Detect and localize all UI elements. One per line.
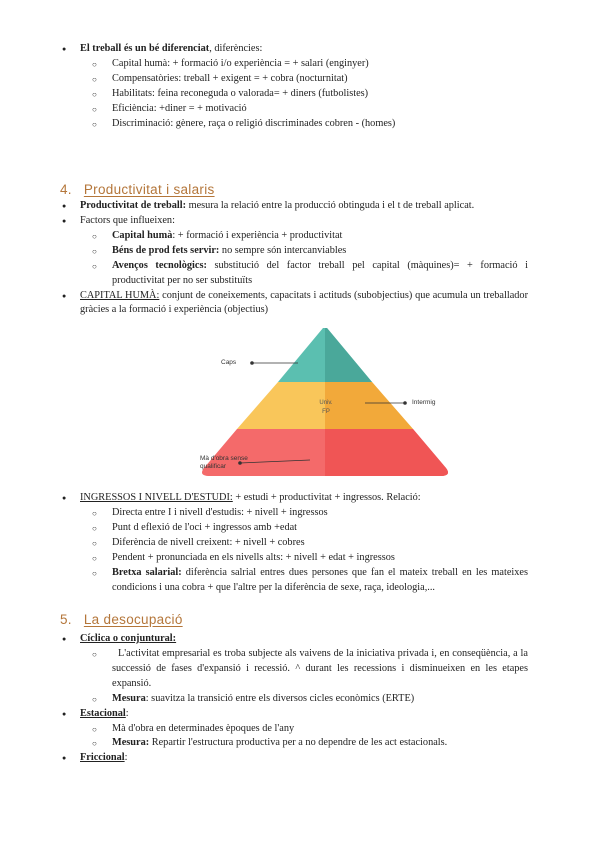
- list-item: ○ Punt d eflexió de l'oci + ingressos amb +edat: [60, 521, 528, 536]
- list-item: ● Factors que influeixen:: [60, 214, 528, 229]
- list-item: ○ Capital humà: + formació i experiència + productivitat: [60, 229, 528, 244]
- list-item: ○ L'activitat empresarial es troba subjecte als vaivens de la iniciativa privada i, en conseqüència, a la successió de fases d'expansió i recessió. ^ durant les recessions i disminueixen en les etapes expansió.: [60, 647, 528, 692]
- list-item: ○ Bretxa salarial: diferència salrial entres dues persones que fan el mateix treball en les mateixes condicions i una cobra + que l'altre per la diferència de sexe, raça, ideologia,...: [60, 566, 528, 596]
- arrow-middle-head: [403, 401, 407, 405]
- list-item: ○ Diferència de nivell creixent: + nivell + cobres: [60, 536, 528, 551]
- list-item: ○ Capital humà: + formació i/o experiència = + salari (enginyer): [60, 57, 530, 72]
- arrow-top-head: [250, 361, 254, 365]
- list-item: ○ Compensatòries: treball + exigent = + cobra (nocturnitat): [60, 72, 530, 87]
- pyramid-label-top: Caps: [221, 359, 237, 366]
- section-5-heading: 5. La desocupació: [60, 612, 183, 627]
- section-4-heading: 4. Productivitat i salaris: [60, 182, 215, 197]
- pyramid-top-tier-shade: [325, 328, 372, 382]
- bold-term: El treball és un bé diferenciat: [80, 43, 210, 54]
- section-4-ingressos: [60, 491, 528, 595]
- pyramid-label-middle-right: Intermig: [412, 399, 436, 406]
- list-item: ○ Directa entre I i nivell d'estudis: + nivell + ingressos: [60, 506, 528, 521]
- list-item: ● INGRESSOS I NIVELL D'ESTUDI: + estudi + productivitat + ingressos. Relació:: [60, 491, 528, 506]
- list-item: ○ Mesura: suavitza la transició entre els diversos cicles econòmics (ERTE): [60, 692, 528, 707]
- list-item: ○ Pendent + pronunciada en els nivells alts: + nivell + edat + ingressos: [60, 551, 528, 566]
- list-item: ● Estacional:: [60, 707, 528, 722]
- pyramid-label-bottom: Mà d'obra sense qualificar: [200, 455, 248, 471]
- section-title: La desocupació: [83, 612, 183, 627]
- pyramid-middle-tier-shade: [325, 382, 413, 429]
- list-item: ○ Eficiència: +diner = + motivació: [60, 102, 530, 117]
- section-prev: [60, 42, 530, 132]
- list-item: ● Productivitat de treball: mesura la relació entre la producció obtinguda i el t de treball aplicat.: [60, 199, 528, 214]
- list-item: ○ Mesura: Repartir l'estructura productiva per a no dependre de les act estacionals.: [60, 736, 528, 751]
- list-item: ● CAPITAL HUMÀ: conjunt de coneixements, capacitats i actituds (subobjectius) que acumula un treballador gràcies a la formació i experiència (objectius): [60, 289, 528, 319]
- list-item: ● El treball és un bé diferenciat, diferències:: [60, 42, 530, 57]
- section-4-body: [60, 199, 528, 318]
- pyramid-label-middle-center: Univ. FP: [319, 400, 333, 415]
- section-5-body: [60, 632, 528, 766]
- pyramid-bottom-tier-shade: [325, 429, 448, 476]
- list-item: ● Friccional:: [60, 751, 528, 766]
- list-item: ○ Avenços tecnològics: substitució del factor treball pel capital (màquines)= + formació i productivitat per no ser substituïts: [60, 259, 528, 289]
- list-item: ○ Béns de prod fets servir: no sempre són intercanviables: [60, 244, 528, 259]
- list-item: ○ Habilitats: feina reconeguda o valorada= + diners (futbolistes): [60, 87, 530, 102]
- list-item: ○ Mà d'obra en determinades èpoques de l'any: [60, 722, 528, 737]
- section-title: Productivitat i salaris: [83, 182, 215, 197]
- list-item: ● Cíclica o conjuntural:: [60, 632, 528, 647]
- list-item: ○ Discriminació: gènere, raça o religió discriminades cobren - (homes): [60, 117, 530, 132]
